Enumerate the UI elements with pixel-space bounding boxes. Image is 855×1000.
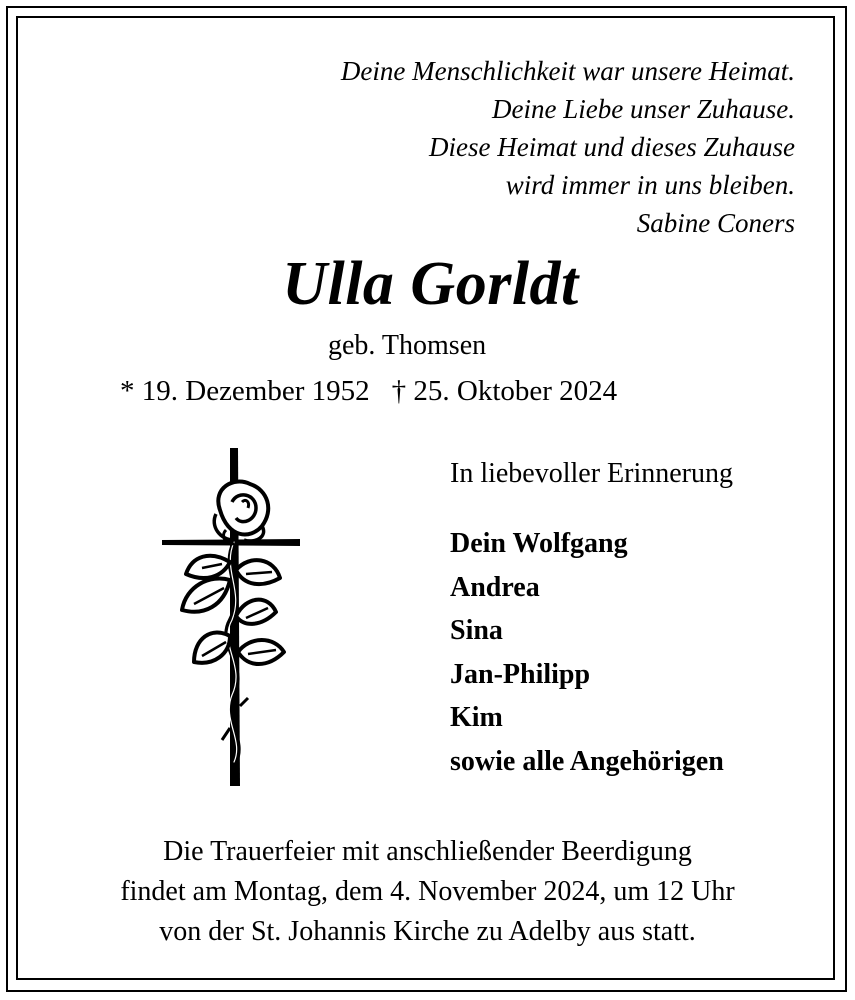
ceremony-line: Die Trauerfeier mit anschließender Beerdigung (163, 836, 692, 867)
deceased-name-text: Ulla Gorldt (282, 250, 579, 318)
birth-date: * 19. Dezember 1952 (120, 375, 370, 407)
family-member: Dein Wolfgang (450, 528, 628, 559)
ceremony-line: von der St. Johannis Kirche zu Adelby aus statt. (159, 916, 696, 947)
family-member: Jan-Philipp (450, 658, 591, 690)
poem-line: Deine Liebe unser Zuhause. (492, 94, 795, 124)
poem-line: Diese Heimat und dieses Zuhause (429, 132, 795, 162)
maiden-name: geb. Thomsen (328, 330, 487, 361)
poem-line: wird immer in uns bleiben. (505, 170, 795, 200)
family-member: sowie alle Angehörigen (450, 745, 724, 777)
ceremony-line: findet am Montag, dem 4. November 2024, um 12 Uhr (120, 876, 735, 907)
rose-head (214, 482, 268, 544)
family-list (450, 522, 724, 783)
poem-author: Sabine Coners (636, 208, 795, 238)
poem (341, 52, 795, 242)
cross-with-rose-icon (150, 440, 320, 792)
deceased-name (0, 246, 855, 322)
family-member: Andrea (450, 571, 540, 603)
ceremony-notice (0, 832, 855, 952)
memorial-heading: In liebevoller Erinnerung (450, 458, 734, 489)
life-dates (120, 372, 617, 410)
poem-line: Deine Menschlichkeit war unsere Heimat. (340, 56, 795, 86)
family-member: Kim (450, 702, 503, 733)
family-member: Sina (450, 615, 503, 646)
death-date: † 25. Oktober 2024 (391, 375, 618, 407)
